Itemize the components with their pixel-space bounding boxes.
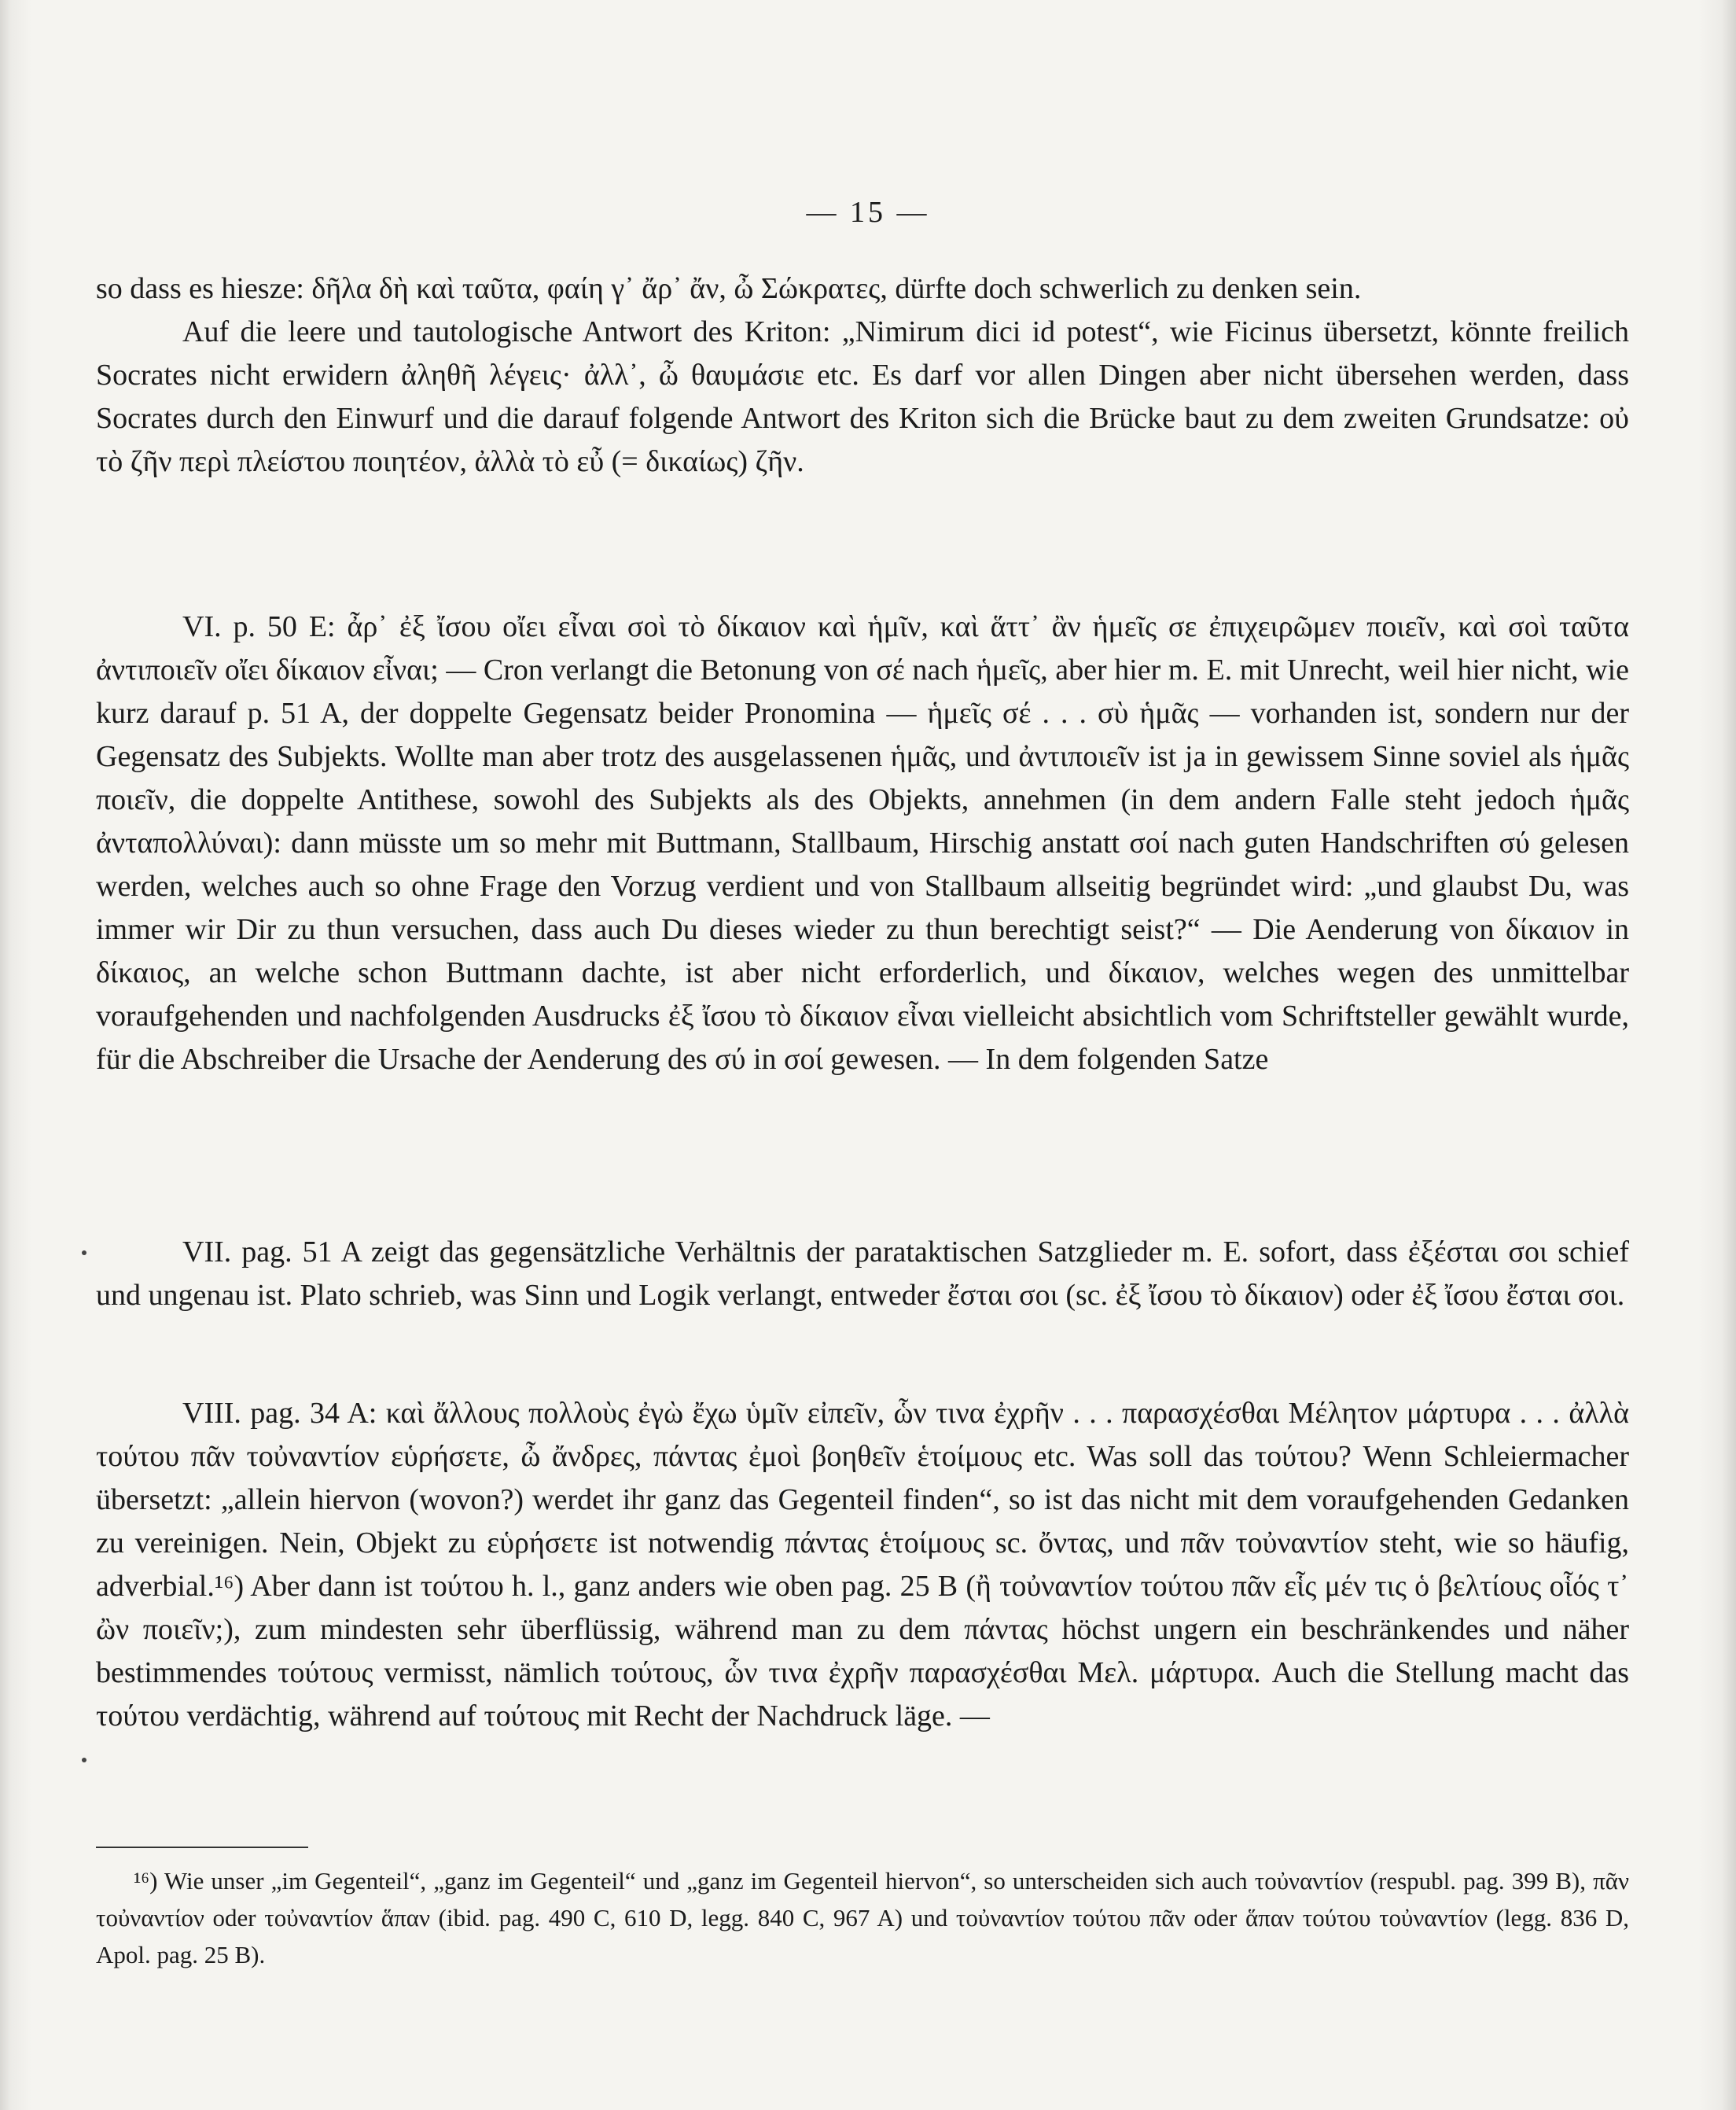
page-number: — 15 — xyxy=(806,196,930,229)
section-vi xyxy=(96,606,1629,1081)
margin-mark xyxy=(82,1250,86,1255)
paragraph-2: Auf die leere und tautologische Antwort des Kriton: „Nimirum dici id potest“, wie Ficinus übersetzt, könnte freilich Socrates nicht erwidern ἀληθῆ λέγεις· ἀλλ᾽, ὦ θαυμάσιε etc. Es darf vor allen Dingen aber nicht übersehen werden, dass Socrates durch den Einwurf und die darauf folgende Antwort des Kriton sich die Brücke baut zu dem zweiten Grundsatze: οὐ τὸ ζῆν περὶ πλείστου ποιητέον, ἀλλὰ τὸ εὖ (= δικαίως) ζῆν. xyxy=(96,315,1629,478)
paragraph-4: VII. pag. 51 A zeigt das gegensätzliche Verhältnis der parataktischen Satzglieder m. E. sofort, dass ἐξέσται σοι schief und ungenau ist. Plato schrieb, was Sinn und Logik verlangt, entweder ἔσται σοι (sc. ἐξ ἴσου τὸ δίκαιον) oder ἐξ ἴσου ἔσται σοι. xyxy=(96,1235,1629,1312)
footnote: ¹⁶) Wie unser „im Gegenteil“, „ganz im Gegenteil“ und „ganz im Gegenteil hiervon“, so unterscheiden sich auch τοὐναντίον (respubl. pag. 399 B), πᾶν τοὐναντίον oder τοὐναντίον ἅπαν (ibid. pag. 490 C, 610 D, legg. 840 C, 967 A) und τοὐναντίον τούτου πᾶν oder ἅπαν τούτου τοὐναντίον (legg. 836 D, Apol. pag. 25 B). xyxy=(96,1867,1629,1968)
margin-mark xyxy=(82,1758,86,1762)
section-vii xyxy=(96,1231,1629,1317)
paragraph-3: VI. p. 50 E: ἆρ᾽ ἐξ ἴσου οἴει εἶναι σοὶ τὸ δίκαιον καὶ ἡμῖν, καὶ ἅττ᾽ ἂν ἡμεῖς σε ἐπιχειρῶμεν ποιεῖν, καὶ σοὶ ταῦτα ἀντιποιεῖν οἴει δίκαιον εἶναι; — Cron verlangt die Betonung von σέ nach ἡμεῖς, aber hier m. E. mit Unrecht, weil hier nicht, wie kurz darauf p. 51 A, der doppelte Gegensatz beider Pronomina — ἡμεῖς σέ . . . σὺ ἡμᾶς — vorhanden ist, sondern nur der Gegensatz des Subjekts. Wollte man aber trotz des ausgelassenen ἡμᾶς, und ἀντιποιεῖν ist ja in gewissem Sinne soviel als ἡμᾶς ποιεῖν, die doppelte Antithese, sowohl des Subjekts als des Objekts, annehmen (in dem andern Falle steht jedoch ἡμᾶς ἀνταπολλύναι): dann müsste um so mehr mit Buttmann, Stallbaum, Hirschig anstatt σοί nach guten Handschriften σύ gelesen werden, welches auch so ohne Frage den Vorzug verdient und von Stallbaum allseitig begründet wird: „und glaubst Du, was immer wir Dir zu thun versuchen, dass auch Du dieses wieder zu thun berechtigt seist?“ — Die Aenderung von δίκαιον in δίκαιος, an welche schon Buttmann dachte, ist aber nicht erforderlich, und δίκαιον, welches wegen des unmittelbar voraufgehenden und nachfolgenden Ausdrucks ἐξ ἴσου τὸ δίκαιον εἶναι vielleicht absichtlich vom Schriftsteller gewählt wurde, für die Abschreiber die Ursache der Aenderung des σύ in σοί gewesen. — In dem folgenden Satze xyxy=(96,610,1629,1076)
section-viii xyxy=(96,1392,1629,1738)
paragraph-5: VIII. pag. 34 A: καὶ ἄλλους πολλοὺς ἐγὼ ἔχω ὑμῖν εἰπεῖν, ὧν τινα ἐχρῆν . . . παρασχέσθαι Μέλητον μάρτυρα . . . ἀλλὰ τούτου πᾶν τοὐναντίον εὑρήσετε, ὦ ἄνδρες, πάντας ἐμοὶ βοηθεῖν ἑτοίμους etc. Was soll das τούτου? Wenn Schleiermacher übersetzt: „allein hiervon (wovon?) werdet ihr ganz das Gegenteil finden“, so ist das nicht mit dem voraufgehenden Gedanken zu vereinigen. Nein, Objekt zu εὑρήσετε ist notwendig πάντας ἑτοίμους sc. ὄντας, und πᾶν τοὐναντίον steht, wie so häufig, adverbial.¹⁶) Aber dann ist τούτου h. l., ganz anders wie oben pag. 25 B (ἢ τοὐναντίον τούτου πᾶν εἷς μέν τις ὁ βελτίους οἷός τ᾽ ὢν ποιεῖν;), zum mindesten sehr überflüssig, während man zu dem πάντας höchst ungern ein beschränkendes und näher bestimmendes τούτους vermisst, nämlich τούτους, ὧν τινα ἐχρῆν παρασχέσθαι Μελ. μάρτυρα. Auch die Stellung macht das τούτου verdächtig, während auf τούτους mit Recht der Nachdruck läge. — xyxy=(96,1397,1629,1733)
paragraph-1: so dass es hiesze: δῆλα δὴ καὶ ταῦτα, φαίη γ᾽ ἄρ᾽ ἄν, ὦ Σώκρατες, dürfte doch schwerlich zu denken sein. xyxy=(96,272,1362,305)
paragraph-intro xyxy=(96,267,1629,484)
footnote-separator xyxy=(96,1847,308,1848)
